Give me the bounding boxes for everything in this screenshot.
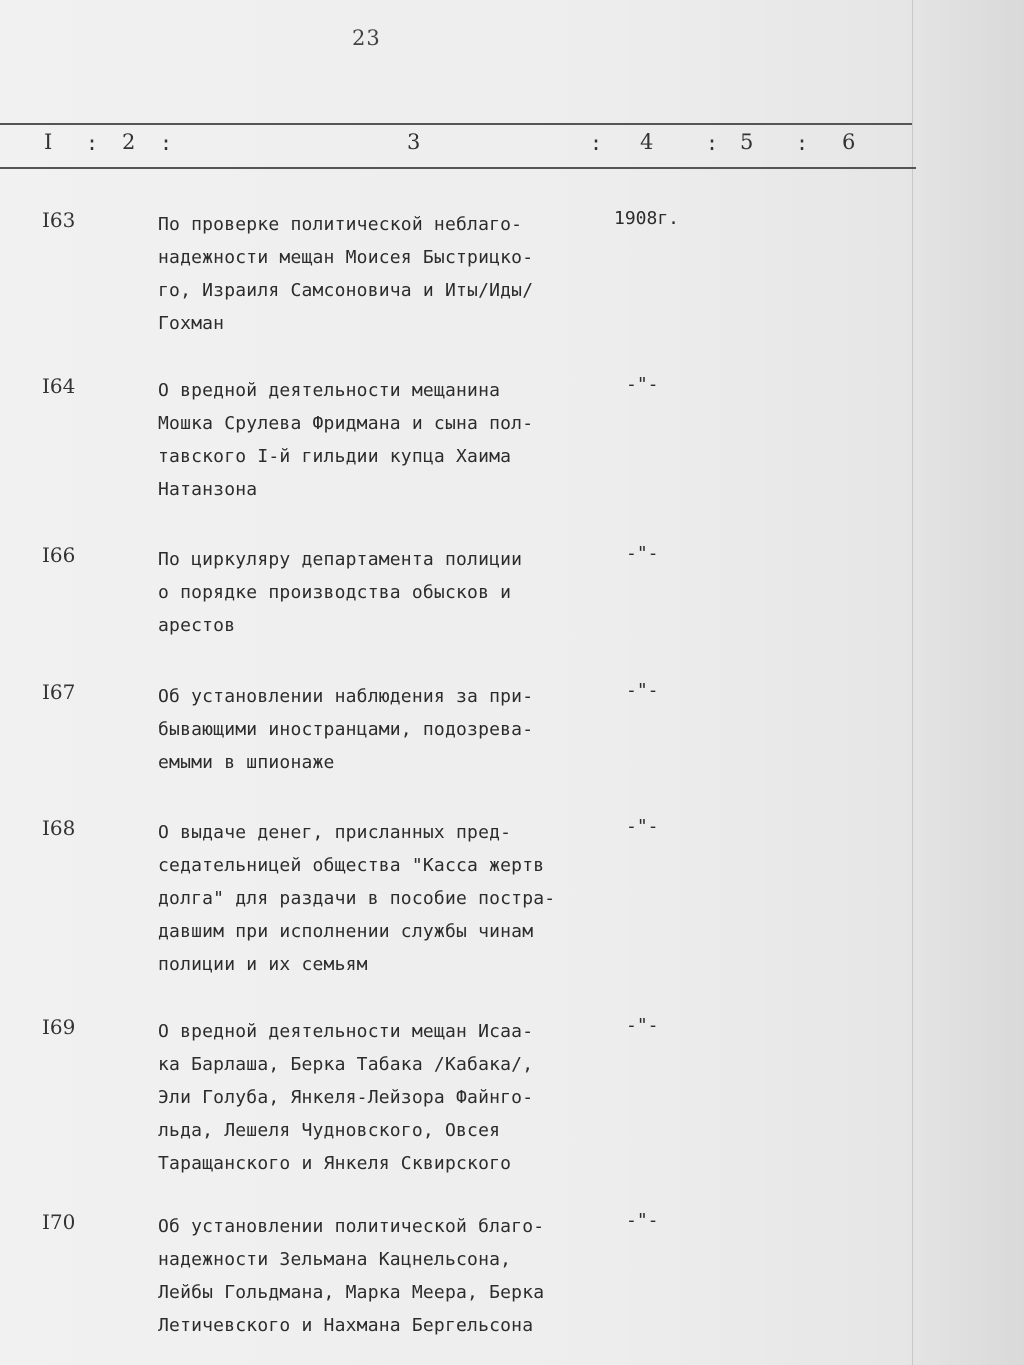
entry-date: -"-	[626, 680, 659, 701]
column-header-5: 5	[740, 130, 754, 154]
column-separator: :	[796, 131, 809, 155]
header-bottom-rule	[0, 167, 916, 169]
entry-date: 1908г.	[614, 208, 680, 229]
header-top-rule	[0, 123, 912, 125]
entry-title: По циркуляру департамента полиции о порядке производства обысков и арестов	[158, 549, 523, 636]
column-separator: :	[706, 131, 719, 155]
page-right-margin	[912, 0, 1024, 1365]
entry-number: I70	[42, 1210, 76, 1234]
entry-date: -"-	[626, 543, 659, 564]
column-header-3: 3	[407, 130, 421, 154]
entry-title: О вредной деятельности мещан Исаа- ка Барлаша, Берка Табака /Кабака/, Эли Голуба, Янкеля-Лейзора Файнго- льда, Лешеля Чудновского, Овсея Таращанского и Янкеля Сквирского	[158, 1021, 534, 1174]
entry-title: Об установлении политической благо- надежности Зельмана Кацнельсона, Лейбы Гольдмана, Марка Меера, Берка Летичевского и Нахмана Бергельсона	[158, 1216, 545, 1336]
entry-number: I68	[42, 816, 76, 840]
entry-date: -"-	[626, 816, 659, 837]
entry-date: -"-	[626, 374, 659, 395]
column-separator: :	[160, 131, 173, 155]
entry-number: I66	[42, 543, 76, 567]
entry-date: -"-	[626, 1210, 659, 1231]
column-header-6: 6	[842, 130, 856, 154]
column-separator: :	[590, 131, 603, 155]
entry-number: I69	[42, 1015, 76, 1039]
column-separator: :	[86, 131, 99, 155]
column-header-2: 2	[122, 130, 136, 154]
entry-date: -"-	[626, 1015, 659, 1036]
entry-title: О выдаче денег, присланных пред- седательницей общества "Касса жертв долга" для раздачи в пособие постра- давшим при исполнении службы чинам полиции и их семьям	[158, 822, 556, 975]
entry-title: О вредной деятельности мещанина Мошка Срулева Фридмана и сына пол- тавского I-й гильдии купца Хаима Натанзона	[158, 380, 534, 500]
entry-title: По проверке политической неблаго- надежности мещан Моисея Быстрицко- го, Израиля Самсоновича и Иты/Иды/ Гохман	[158, 214, 534, 334]
page-number: 23	[352, 26, 381, 50]
entry-number: I63	[42, 208, 76, 232]
entry-number: I64	[42, 374, 76, 398]
entry-number: I67	[42, 680, 76, 704]
column-header-4: 4	[640, 130, 654, 154]
entry-title: Об установлении наблюдения за при- бывающими иностранцами, подозрева- емыми в шпионаже	[158, 686, 534, 773]
column-header-1: I	[44, 130, 53, 154]
